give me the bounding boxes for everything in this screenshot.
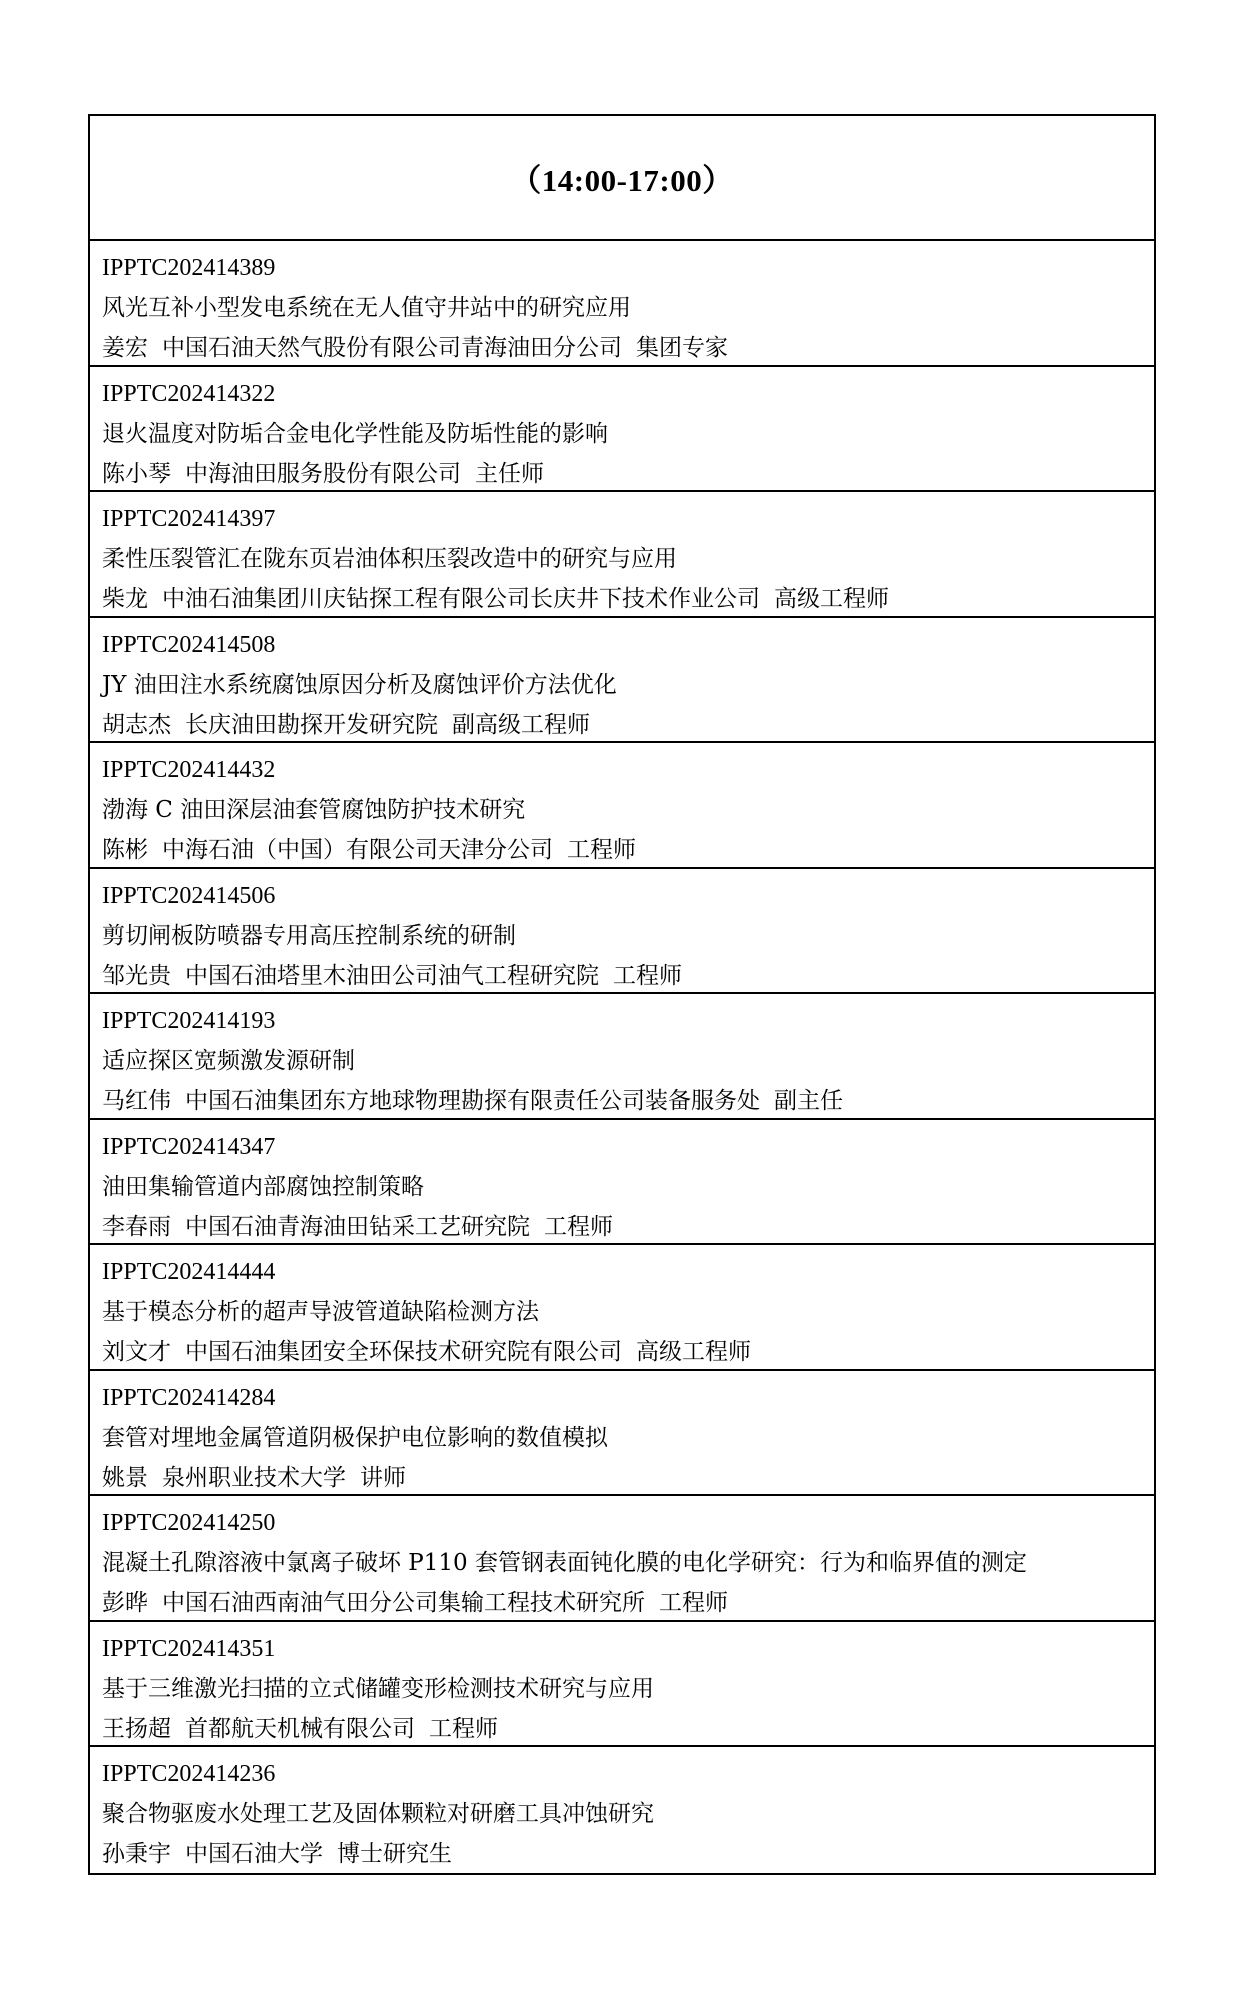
author-affiliation: 首都航天机械有限公司 [185,1715,415,1742]
author-position: 工程师 [429,1715,498,1742]
author-name: 胡志杰 [102,711,171,738]
paper-id: IPPTC202414397 [102,506,276,532]
author-name: 王扬超 [102,1715,171,1742]
paper-entry [90,869,1154,995]
paper-title: 剪切闸板防喷器专用高压控制系统的研制 [102,922,516,949]
paper-author-line [102,1711,1154,1748]
author-position: 集团专家 [636,335,728,361]
author-position: 工程师 [567,837,636,863]
author-name: 姜宏 [102,335,148,361]
author-position: 副主任 [774,1088,843,1114]
author-name: 邹光贵 [102,962,171,989]
paper-author-line [102,707,1154,744]
author-affiliation: 中国石油集团东方地球物理勘探有限责任公司装备服务处 [185,1088,760,1114]
author-position: 工程师 [613,962,682,989]
paper-entry [90,1747,1154,1873]
entries-list [90,241,1154,1873]
paper-id: IPPTC202414250 [102,1510,276,1536]
paper-id: IPPTC202414389 [102,255,276,281]
author-position: 副高级工程师 [452,711,590,738]
paper-id: IPPTC202414444 [102,1259,276,1285]
author-name: 姚景 [102,1464,148,1491]
paper-title: 混凝土孔隙溶液中氯离子破坏 P110 套管钢表面钝化膜的电化学研究：行为和临界值的测定 [102,1550,1027,1576]
paper-id: IPPTC202414236 [102,1761,276,1787]
paper-title: 风光互补小型发电系统在无人值守井站中的研究应用 [102,295,631,321]
paper-id: IPPTC202414322 [102,380,276,407]
author-name: 孙秉宇 [102,1841,171,1867]
paper-id: IPPTC202414347 [102,1133,276,1160]
paper-id: IPPTC202414506 [102,882,276,909]
author-position: 讲师 [360,1464,406,1491]
author-name: 陈小琴 [102,460,171,487]
paper-title: 基于三维激光扫描的立式储罐变形检测技术研究与应用 [102,1675,654,1702]
paper-author-line [102,1209,1154,1246]
author-name: 陈彬 [102,837,148,863]
paper-entry [90,994,1154,1120]
paper-author-line [102,330,1154,367]
author-name: 马红伟 [102,1088,171,1114]
session-time: （14:00-17:00） [510,163,734,198]
paper-entry [90,1622,1154,1748]
author-affiliation: 中国石油大学 [185,1841,323,1867]
paper-title: 退火温度对防垢合金电化学性能及防垢性能的影响 [102,420,608,447]
author-affiliation: 中海石油（中国）有限公司天津分公司 [162,837,553,863]
author-position: 博士研究生 [337,1841,452,1867]
paper-entry [90,618,1154,744]
paper-author-line [102,1836,1154,1873]
paper-entry [90,1120,1154,1246]
author-affiliation: 泉州职业技术大学 [162,1464,346,1491]
paper-author-line [102,581,1154,618]
author-affiliation: 中国石油西南油气田分公司集输工程技术研究所 [162,1590,645,1616]
author-name: 彭晔 [102,1590,148,1616]
author-affiliation: 长庆油田勘探开发研究院 [185,711,438,738]
author-position: 高级工程师 [774,586,889,612]
author-affiliation: 中国石油塔里木油田公司油气工程研究院 [185,962,599,989]
author-affiliation: 中国石油集团安全环保技术研究院有限公司 [185,1339,622,1365]
schedule-table [88,114,1156,1875]
paper-title: 套管对埋地金属管道阴极保护电位影响的数值模拟 [102,1424,608,1451]
paper-id: IPPTC202414432 [102,757,276,783]
author-name: 李春雨 [102,1213,171,1240]
paper-title: JY 油田注水系统腐蚀原因分析及腐蚀评价方法优化 [102,671,617,698]
author-affiliation: 中油石油集团川庆钻探工程有限公司长庆井下技术作业公司 [162,586,760,612]
paper-title: 适应探区宽频激发源研制 [102,1048,355,1074]
paper-id: IPPTC202414193 [102,1008,276,1034]
paper-id: IPPTC202414508 [102,631,276,658]
author-affiliation: 中国石油青海油田钻采工艺研究院 [185,1213,530,1240]
paper-title: 聚合物驱废水处理工艺及固体颗粒对研磨工具冲蚀研究 [102,1801,654,1827]
paper-entry [90,1496,1154,1622]
paper-author-line [102,456,1154,493]
paper-author-line [102,958,1154,995]
author-name: 刘文才 [102,1339,171,1365]
paper-entry [90,492,1154,618]
paper-title: 油田集输管道内部腐蚀控制策略 [102,1173,424,1200]
paper-id: IPPTC202414284 [102,1384,276,1411]
paper-entry [90,743,1154,869]
paper-entry [90,1371,1154,1497]
paper-id: IPPTC202414351 [102,1635,276,1662]
paper-entry [90,241,1154,367]
author-position: 主任师 [475,460,544,487]
author-affiliation: 中国石油天然气股份有限公司青海油田分公司 [162,335,622,361]
paper-author-line [102,1083,1154,1120]
author-name: 柴龙 [102,586,148,612]
author-affiliation: 中海油田服务股份有限公司 [185,460,461,487]
paper-title: 基于模态分析的超声导波管道缺陷检测方法 [102,1299,539,1325]
paper-entry [90,367,1154,493]
paper-author-line [102,1334,1154,1371]
author-position: 工程师 [659,1590,728,1616]
paper-title: 渤海 C 油田深层油套管腐蚀防护技术研究 [102,797,526,823]
author-position: 高级工程师 [636,1339,751,1365]
paper-author-line [102,1460,1154,1497]
paper-author-line [102,832,1154,869]
session-time-header [90,116,1154,241]
paper-entry [90,1245,1154,1371]
paper-author-line [102,1585,1154,1622]
paper-title: 柔性压裂管汇在陇东页岩油体积压裂改造中的研究与应用 [102,546,677,572]
author-position: 工程师 [544,1213,613,1240]
